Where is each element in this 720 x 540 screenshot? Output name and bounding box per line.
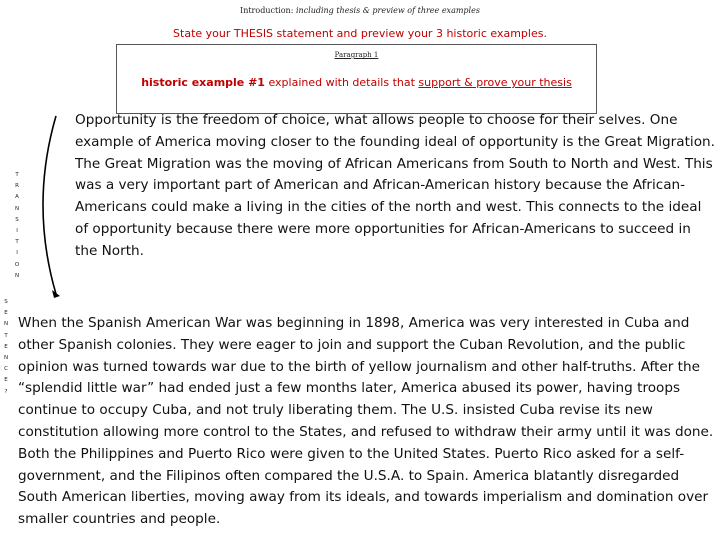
paragraph-opportunity: Opportunity is the freedom of choice, what allows people to choose for their selves. One example of America moving closer to the founding ideal of opportunity is the Great Migration. The Great Migration was the moving of African Americans from South to North and West. This was a very important part of American and African-American history because the African-Americans could make a living in the cities of the north and west. This connects to the ideal of opportunity because there were more opportunities for African-Americans to succeed in the North. xyxy=(75,112,715,259)
transition-letter: A xyxy=(15,194,19,201)
transition-letter: T xyxy=(15,239,19,246)
sentence-vertical-label xyxy=(2,297,10,398)
sentence-letter: S xyxy=(4,299,8,305)
transition-letter: I xyxy=(16,250,18,257)
sentence-letter: E xyxy=(4,310,8,317)
transition-letter: I xyxy=(16,228,18,235)
example-underlined: support & prove your thesis xyxy=(418,76,572,89)
transition-letter: S xyxy=(15,216,19,223)
intro-heading xyxy=(0,6,720,15)
transition-letter: T xyxy=(15,172,19,178)
transition-letter: O xyxy=(14,261,20,268)
sentence-letter: E xyxy=(4,343,8,350)
paragraph-label: Paragraph 1 xyxy=(334,51,379,59)
sentence-letter: C xyxy=(4,366,8,373)
transition-letter: N xyxy=(14,272,20,279)
example-bold: historic example #1 xyxy=(141,76,265,89)
sentence-letter: N xyxy=(3,355,9,362)
paragraph-spanish-american-war: When the Spanish American War was beginning in 1898, America was very interested in Cuba and other Spanish colonies. They were eager to join and support the Cuban Revolution, and the public opinion was turned towards war due to the birth of yellow journalism and other half-truths. After the “splendid little war” had ended just a few months later, America abused its power, having troops continue to occupy Cuba, and not truly liberating them. The U.S. insisted Cuba revise its new constitution allowing more control to the States, and refused to withdraw their army until it was done. Both the Philippines and Puerto Rico were given to the United States. Puerto Rico asked for a self-government, and the Filipinos often compared the U.S.A. to Spain. America blatantly disregarded South American liberties, moving away from its ideals, and towards imperialism and domination over smaller countries and people. xyxy=(18,315,714,528)
transition-vertical-label xyxy=(12,170,22,282)
transition-letter: R xyxy=(15,183,19,190)
historic-example-instruction xyxy=(117,76,596,89)
sentence-letter: N xyxy=(3,321,9,328)
thesis-prompt: State your THESIS statement and preview your 3 historic examples. xyxy=(173,27,547,40)
sentence-letter: T xyxy=(4,332,8,339)
intro-rest: including thesis & preview of three examples xyxy=(295,6,480,15)
sentence-letter: E xyxy=(4,377,8,384)
example-middle: explained with details that xyxy=(264,76,419,89)
paragraph-box xyxy=(116,44,597,114)
left-bracket xyxy=(26,110,66,300)
transition-letter: N xyxy=(14,205,20,212)
sentence-letter: ? xyxy=(4,388,8,395)
intro-prefix: Introduction: xyxy=(240,6,294,15)
